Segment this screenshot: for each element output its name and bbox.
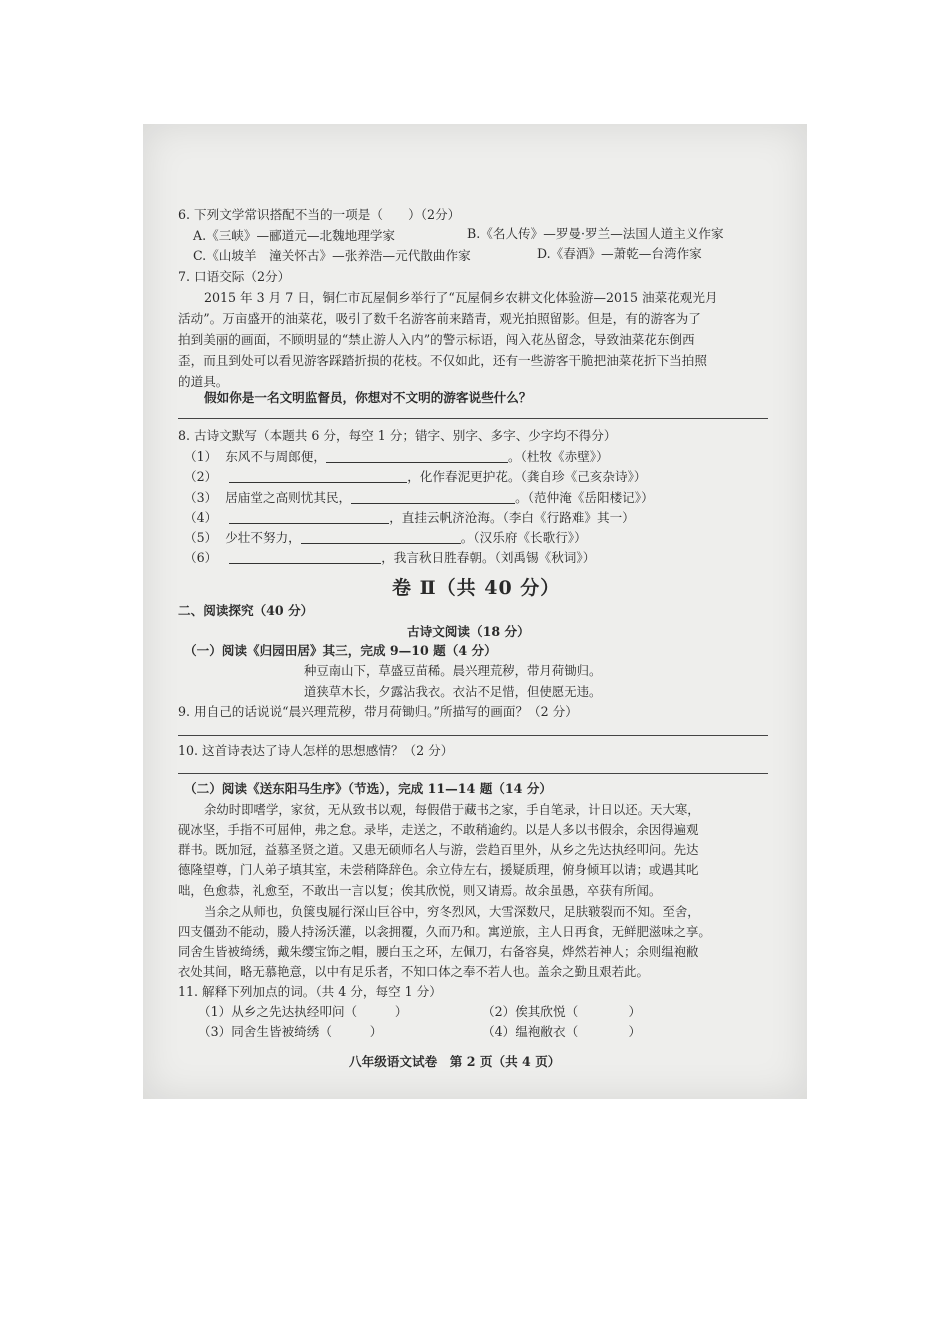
passage-line-7: 四支僵劲不能动，媵人持汤沃灌，以衾拥覆，久而乃和。寓逆旅，主人日再食，无鲜肥滋味之享。	[178, 924, 711, 939]
poem-line-2: 道狭草木长，夕露沾我衣。衣沾不足惜，但使愿无违。	[304, 684, 602, 699]
q8-item-6	[184, 550, 595, 566]
q8-item-2	[184, 469, 646, 485]
q8-item-3-post: 。（范仲淹《岳阳楼记》）	[515, 490, 654, 505]
section2-subtitle: 古诗文阅读（18 分）	[407, 624, 530, 639]
q11-item-3: （3）同舍生皆被绮绣（ ）	[198, 1024, 383, 1039]
part1-title: （一）阅读《归园田居》其三，完成 9—10 题（4 分）	[184, 643, 497, 658]
q6-stem: 6. 下列文学常识搭配不当的一项是（ ）（2分）	[178, 207, 461, 222]
section2-title: 二、阅读探究（40 分）	[178, 603, 314, 618]
q6-option-a: A.《三峡》—郦道元—北魏地理学家	[193, 228, 396, 243]
q8-item-3-pre: 居庙堂之高则忧其民，	[225, 490, 352, 505]
q7-line-1: 2015 年 3 月 7 日，铜仁市瓦屋侗乡举行了“瓦屋侗乡农耕文化体验游—2015 油菜花观光月	[204, 290, 718, 305]
q7-line-3: 拍到美丽的画面，不顾明显的“禁止游人入内”的警示标语，闯入花丛留念，导致油菜花东倒西	[178, 332, 695, 347]
passage-line-8: 同舍生皆被绮绣，戴朱缨宝饰之帽，腰白玉之环，左佩刀，右备容臭，烨然若神人；余则缊袍敝	[178, 944, 699, 959]
q7-line-4: 歪，而且到处可以看见游客踩踏折损的花枝。不仅如此，还有一些游客干脆把油菜花折下当拍照	[178, 353, 707, 368]
q7-answer-line[interactable]	[178, 418, 768, 419]
q8-item-4-num: （4）	[184, 510, 218, 525]
q8-item-5-post: 。（汉乐府《长歌行》）	[460, 530, 587, 545]
passage-line-4: 德隆望尊，门人弟子填其室，未尝稍降辞色。余立侍左右，援疑质理，俯身倾耳以请；或遇其叱	[178, 862, 699, 877]
q6-option-d: D.《春酒》—萧乾—台湾作家	[537, 246, 702, 261]
q8-item-5	[184, 530, 587, 546]
q8-title: 8. 古诗文默写（本题共 6 分，每空 1 分；错字、别字、多字、少字均不得分）	[178, 428, 617, 443]
q8-item-3	[184, 490, 654, 506]
q8-item-2-num: （2）	[184, 469, 218, 484]
q6-option-c: C.《山坡羊 潼关怀古》—张养浩—元代散曲作家	[193, 248, 471, 263]
q11-item-1: （1）从乡之先达执经叩问（ ）	[198, 1004, 408, 1019]
poem-line-1: 种豆南山下，草盛豆苗稀。晨兴理荒秽，带月荷锄归。	[304, 663, 602, 678]
q8-blank-6[interactable]	[229, 551, 381, 564]
q8-item-1	[184, 449, 609, 465]
q8-item-6-num: （6）	[184, 550, 218, 565]
q7-prompt: 假如你是一名文明监督员，你想对不文明的游客说些什么？	[204, 390, 532, 405]
q8-item-6-post: ，我言秋日胜春朝。（刘禹锡《秋词》）	[381, 550, 596, 565]
q8-blank-5[interactable]	[301, 531, 461, 544]
q8-item-5-num: （5）	[184, 530, 218, 545]
q7-title: 7. 口语交际（2分）	[178, 269, 291, 284]
q10-text: 10. 这首诗表达了诗人怎样的思想感情？（2 分）	[178, 743, 454, 758]
q8-item-5-pre: 少壮不努力，	[225, 530, 301, 545]
q8-blank-3[interactable]	[351, 491, 515, 504]
q9-text: 9. 用自己的话说说“晨兴理荒秽，带月荷锄归。”所描写的画面？（2 分）	[178, 704, 578, 719]
passage-line-6: 当余之从师也，负箧曳屣行深山巨谷中，穷冬烈风，大雪深数尺，足肤皲裂而不知。至舍，	[204, 904, 700, 919]
passage-line-3: 群书。既加冠，益慕圣贤之道。又患无硕师名人与游，尝趋百里外，从乡之先达执经叩问。先达	[178, 842, 699, 857]
q8-item-1-num: （1）	[184, 449, 218, 464]
passage-line-1: 余幼时即嗜学，家贫，无从致书以观，每假借于藏书之家，手自笔录，计日以还。天大寒，	[204, 802, 700, 817]
q10-answer-line[interactable]	[178, 773, 768, 774]
q8-item-3-num: （3）	[184, 490, 218, 505]
q6-option-b: B.《名人传》—罗曼·罗兰—法国人道主义作家	[467, 226, 724, 241]
passage-line-5: 咄，色愈恭，礼愈至，不敢出一言以复；俟其欣悦，则又请焉。故余虽愚，卒获有所闻。	[178, 883, 662, 898]
q11-item-4: （4）缊袍敝衣（ ）	[482, 1024, 642, 1039]
volume-title: 卷 Ⅱ（共 40 分）	[392, 577, 561, 599]
q8-blank-1[interactable]	[326, 450, 508, 463]
q7-line-2: 活动”。万亩盛开的油菜花，吸引了数千名游客前来踏青，观光拍照留影。但是，有的游客为了	[178, 311, 701, 326]
q8-item-1-pre: 东风不与周郎便，	[225, 449, 326, 464]
page-footer: 八年级语文试卷 第 2 页（共 4 页）	[349, 1054, 561, 1069]
q11-item-2: （2）俟其欣悦（ ）	[482, 1004, 642, 1019]
q11-title: 11. 解释下列加点的词。（共 4 分，每空 1 分）	[178, 984, 442, 999]
passage-line-2: 砚冰坚，手指不可屈伸，弗之怠。录毕，走送之，不敢稍逾约。以是人多以书假余，余因得遍观	[178, 822, 699, 837]
passage-line-9: 衣处其间，略无慕艳意，以中有足乐者，不知口体之奉不若人也。盖余之勤且艰若此。	[178, 964, 649, 979]
q8-item-1-post: 。（杜牧《赤壁》）	[507, 449, 609, 464]
part2-title: （二）阅读《送东阳马生序》（节选），完成 11—14 题（14 分）	[184, 781, 552, 796]
q8-item-4-post: ，直挂云帆济沧海。（李白《行路难》其一）	[389, 510, 635, 525]
q8-blank-4[interactable]	[229, 511, 389, 524]
q8-blank-2[interactable]	[229, 470, 407, 483]
q8-item-2-post: ，化作春泥更护花。（龚自珍《己亥杂诗》）	[407, 469, 647, 484]
q9-answer-line[interactable]	[178, 735, 768, 736]
q8-item-4	[184, 510, 635, 526]
q7-line-5: 的道具。	[178, 374, 229, 389]
